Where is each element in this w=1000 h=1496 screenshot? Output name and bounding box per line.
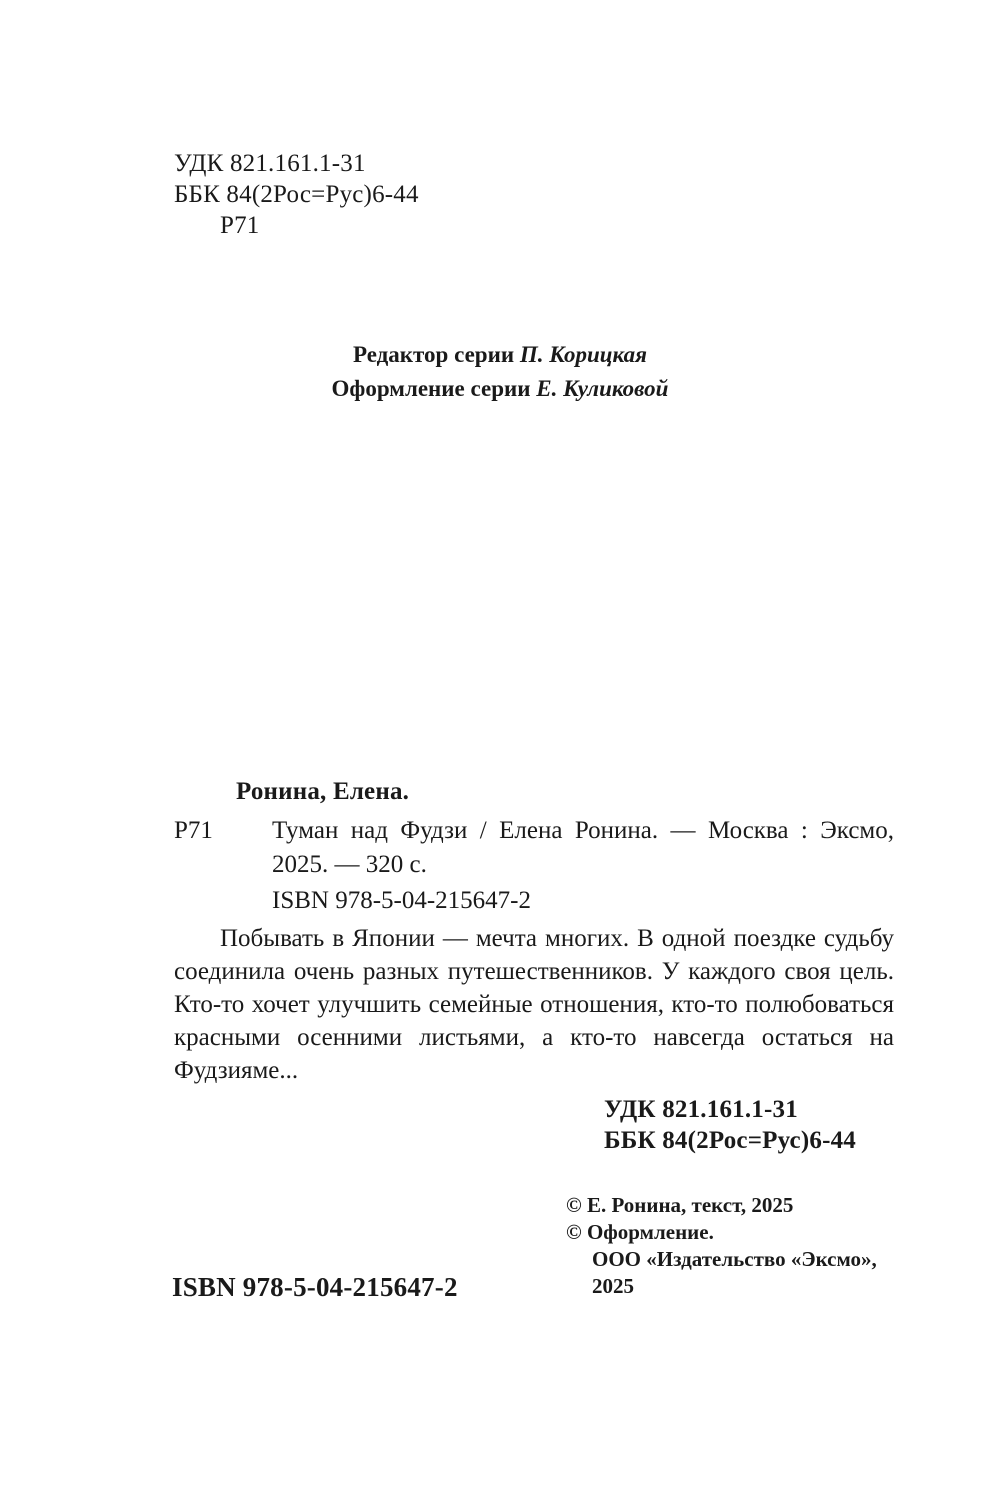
title-row xyxy=(174,814,894,882)
series-design-label: Оформление серии xyxy=(331,376,537,401)
series-editor-line xyxy=(0,338,1000,372)
shelf-mark: Р71 xyxy=(174,817,213,844)
annotation-text: Побывать в Японии — мечта многих. В одной поездке судьбу соединила очень разных путешественников. У каждого своя цель. Кто-то хочет улучшить семейные отношения, кто-то полюбоваться красными осенними листьями, а кто-то навсегда остаться на Фудзияме... xyxy=(174,925,894,1084)
bbk-code-top: ББК 84(2Рос=Рус)6-44 xyxy=(174,181,419,208)
bibliographic-record xyxy=(174,778,894,1087)
publisher-line: ООО «Издательство «Эксмо», xyxy=(592,1247,877,1271)
udk-code-bottom: УДК 821.161.1-31 xyxy=(604,1096,798,1123)
copyright-block xyxy=(566,1192,926,1300)
title-statement: Туман над Фудзи / Елена Ронина. — Москва : Эксмо, 2025. — 320 с. xyxy=(272,817,894,878)
bbk-code-bottom: ББК 84(2Рос=Рус)6-44 xyxy=(604,1127,856,1154)
series-editor-name: П. Корицкая xyxy=(519,342,647,367)
copyright-text-line: © Е. Ронина, текст, 2025 xyxy=(566,1193,794,1217)
isbn-bottom: ISBN 978-5-04-215647-2 xyxy=(172,1272,458,1302)
classification-bottom xyxy=(604,1094,856,1156)
shelf-code-top: Р71 xyxy=(220,212,260,239)
copyright-design-line: © Оформление. xyxy=(566,1220,714,1244)
series-credits xyxy=(0,338,1000,406)
series-editor-label: Редактор серии xyxy=(353,342,520,367)
series-design-name: Е. Куликовой xyxy=(536,376,669,401)
udk-code-top: УДК 821.161.1-31 xyxy=(174,150,366,177)
publisher-year: 2025 xyxy=(592,1274,634,1298)
author-name: Ронина, Елена. xyxy=(236,778,410,805)
isbn-record: ISBN 978-5-04-215647-2 xyxy=(272,887,532,914)
series-design-line xyxy=(0,372,1000,406)
classification-top xyxy=(174,148,419,241)
